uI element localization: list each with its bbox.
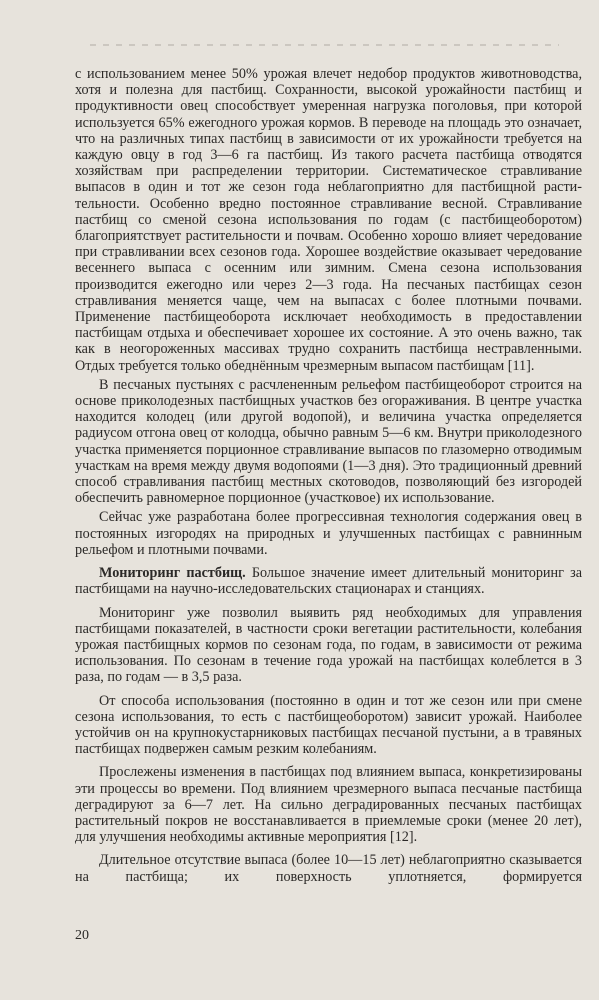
page-number: 20 — [75, 928, 89, 943]
section-heading: Мониторинг пастбищ. — [99, 565, 246, 582]
paragraph-3: Сейчас уже разработана более прогрессивная технология содержания овец в постоянных изгородях на природных и улучшенных пастбищах с равнинным рельефом и плотными почвами. — [75, 509, 582, 558]
paragraph-5: Мониторинг уже позволил выявить ряд необходимых для управления пастбищами показателей, в частности сроки вегетации растительности, колебания урожая пастбищных кормов по сезонам года, по годам, в зависимости от режима использования. По сезонам в течение года урожай на пастбищах колеблется в 3 раза, по годам — в 3,5 раза. — [75, 604, 582, 686]
paragraph-8: Длительное отсутствие выпаса (более 10—15 лет) неблагоприятно сказывается на пастбища; их поверхность уплотняется, формируется — [75, 852, 582, 885]
paragraph-4-text: Большое значение имеет длительный мониторинг за пастбищами на научно-исследовательских стационарах и станциях. — [75, 565, 582, 598]
faded-previous-line — [90, 44, 559, 46]
paragraph-6: От способа использования (постоянно в один и тот же сезон или при смене сезона использования, то есть с пастбищеоборотом) зависит урожай. Наиболее устойчив он на крупнокустарниковых пастбищах песчаной пустыни, а в травяных пастбищах подвержен самым резким колебаниям. — [75, 692, 582, 758]
paragraph-7: Прослежены изменения в пастбищах под влиянием выпаса, конкретизированы эти процессы во времени. Под влиянием чрезмерного выпаса песчаные пастбища деградируют за 6—7 лет. На сильно деградированных песчаных пастбищах растительный покров не восстанавливается в приемлемые сроки (менее 20 лет), для улучшения необходимы активные мероприятия [12]. — [75, 764, 582, 846]
paragraph-4 — [75, 565, 582, 597]
body-text — [75, 66, 582, 885]
paragraph-1: с использованием менее 50% урожая влечет недобор продуктов животноводства, хотя и полезна для пастбищ. Сохранности, высокой урожайности пастбищ и продуктивности овец способствует умеренная нагрузка поголовья, при которой используется 65% ежегодного урожая кормов. В переводе на площадь это означает, что на различных типах пастбищ в зависимости от их урожайности требуется на каждую овцу в год 3—6 га пастбищ. Из такого расчета пастбища отводятся хозяйствам при распределении территории. Систематическое стравливание выпасов в один и тот же сезон года неблагоприятно для пастбищной растительности. Особенно вредно постоянное стравливание весной. Стравливание пастбищ со сменой сезона использования по годам (с пастбищеоборотом) благоприятствует растительности и почвам. Особенно хорошо влияет чередование при стравливании всех сезонов года. Хорошее воздействие оказывает чередование весеннего выпаса с осенним или зимним. Смена сезона использования производится ежегодно или через 2—3 года. На песчаных пастбищах сезон стравливания меняется чаще, чем на выпасах с более плотными почвами. Применение пастбищеоборота исключает необходимость в предоставлении пастбищам отдыха и обеспечивает хорошее их состояние. А это очень важно, так как в неогороженных массивах трудно сохранить пастбища нестравленными. Отдых требуется только обеднённым чрезмерным выпасом пастбищам [11]. — [75, 66, 582, 374]
paragraph-2: В песчаных пустынях с расчлененным рельефом пастбищеоборот строится на основе приколодезных пастбищных участков без огораживания. В центре участка находится колодец (или другой водопой), и величина участка определяется радиусом отгона овец от колодца, обычно равным 5—6 км. Внутри приколодезного участка применяется порционное стравливание выпасов по глазомерно отводимым участкам на время между двумя водопоями (1—3 дня). Это традиционный древний способ стравливания пастбищ местных скотоводов, позволяющий без изгородей обеспечить равномерное порционное (участковое) их использование. — [75, 376, 582, 507]
